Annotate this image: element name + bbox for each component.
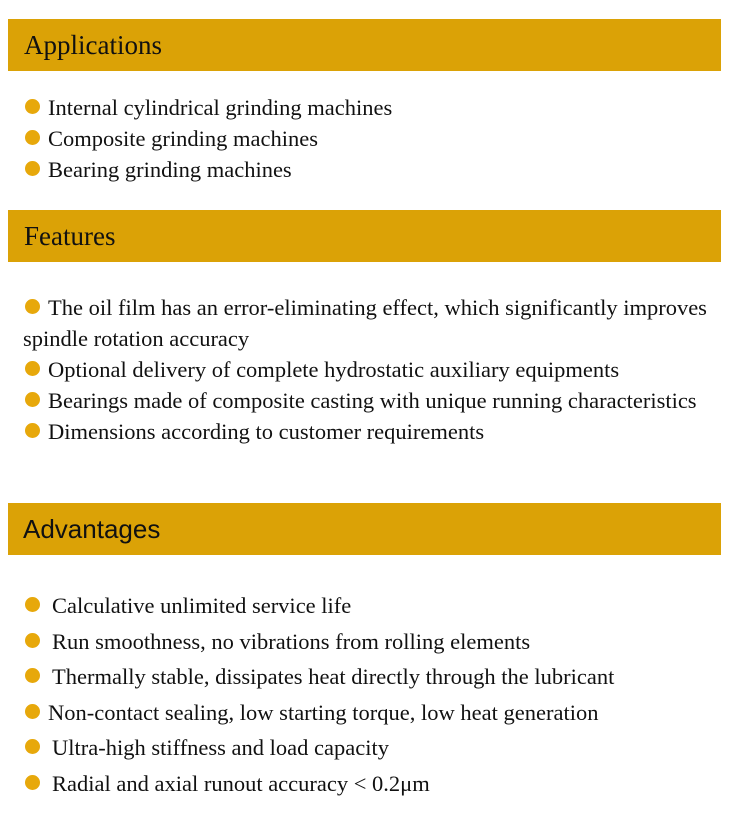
list-item [23, 154, 723, 185]
bullet-icon [25, 299, 40, 314]
bullet-icon [25, 99, 40, 114]
list-item [23, 385, 723, 416]
advantages-title: Advantages [23, 514, 161, 544]
features-header [8, 210, 721, 262]
list-item [23, 766, 723, 802]
list-item [23, 624, 723, 660]
list-item [23, 416, 723, 447]
bullet-icon [25, 668, 40, 683]
list-item-text: Run smoothness, no vibrations from rolling elements [52, 628, 531, 654]
bullet-icon [25, 704, 40, 719]
advantages-list [23, 588, 723, 802]
list-item [23, 659, 723, 695]
bullet-icon [25, 775, 40, 790]
list-item-text: The oil film has an error-eliminating effect, which significantly improves spindle rotation accuracy [23, 295, 707, 351]
list-item-text: Bearings made of composite casting with unique running characteristics [48, 388, 697, 413]
list-item-text: Calculative unlimited service life [52, 593, 352, 618]
bullet-icon [25, 739, 40, 754]
list-item [23, 354, 723, 385]
bullet-icon [25, 161, 40, 176]
applications-list [23, 92, 723, 185]
list-item [23, 695, 723, 731]
bullet-icon [25, 130, 40, 145]
list-item-text: Thermally stable, dissipates heat directly through the lubricant [52, 664, 615, 690]
list-item-text: Composite grinding machines [48, 126, 318, 151]
list-item [23, 588, 723, 624]
bullet-icon [25, 597, 40, 612]
list-item [23, 123, 723, 154]
applications-title: Applications [24, 30, 162, 60]
list-item-text: Non-contact sealing, low starting torque, low heat generation [48, 699, 599, 725]
bullet-icon [25, 423, 40, 438]
advantages-header [8, 503, 721, 555]
list-item [23, 292, 723, 354]
list-item [23, 730, 723, 766]
list-item-text: Optional delivery of complete hydrostatic auxiliary equipments [48, 357, 620, 382]
features-title: Features [24, 221, 116, 251]
list-item-text: Bearing grinding machines [48, 157, 292, 182]
bullet-icon [25, 633, 40, 648]
list-item-text: Ultra-high stiffness and load capacity [52, 735, 389, 761]
list-item-text: Radial and axial runout accuracy < 0.2μm [52, 770, 430, 796]
features-list [23, 292, 723, 447]
list-item-text: Dimensions according to customer requirements [48, 419, 485, 444]
bullet-icon [25, 392, 40, 407]
applications-header [8, 19, 721, 71]
list-item [23, 92, 723, 123]
list-item-text: Internal cylindrical grinding machines [48, 95, 393, 120]
bullet-icon [25, 361, 40, 376]
